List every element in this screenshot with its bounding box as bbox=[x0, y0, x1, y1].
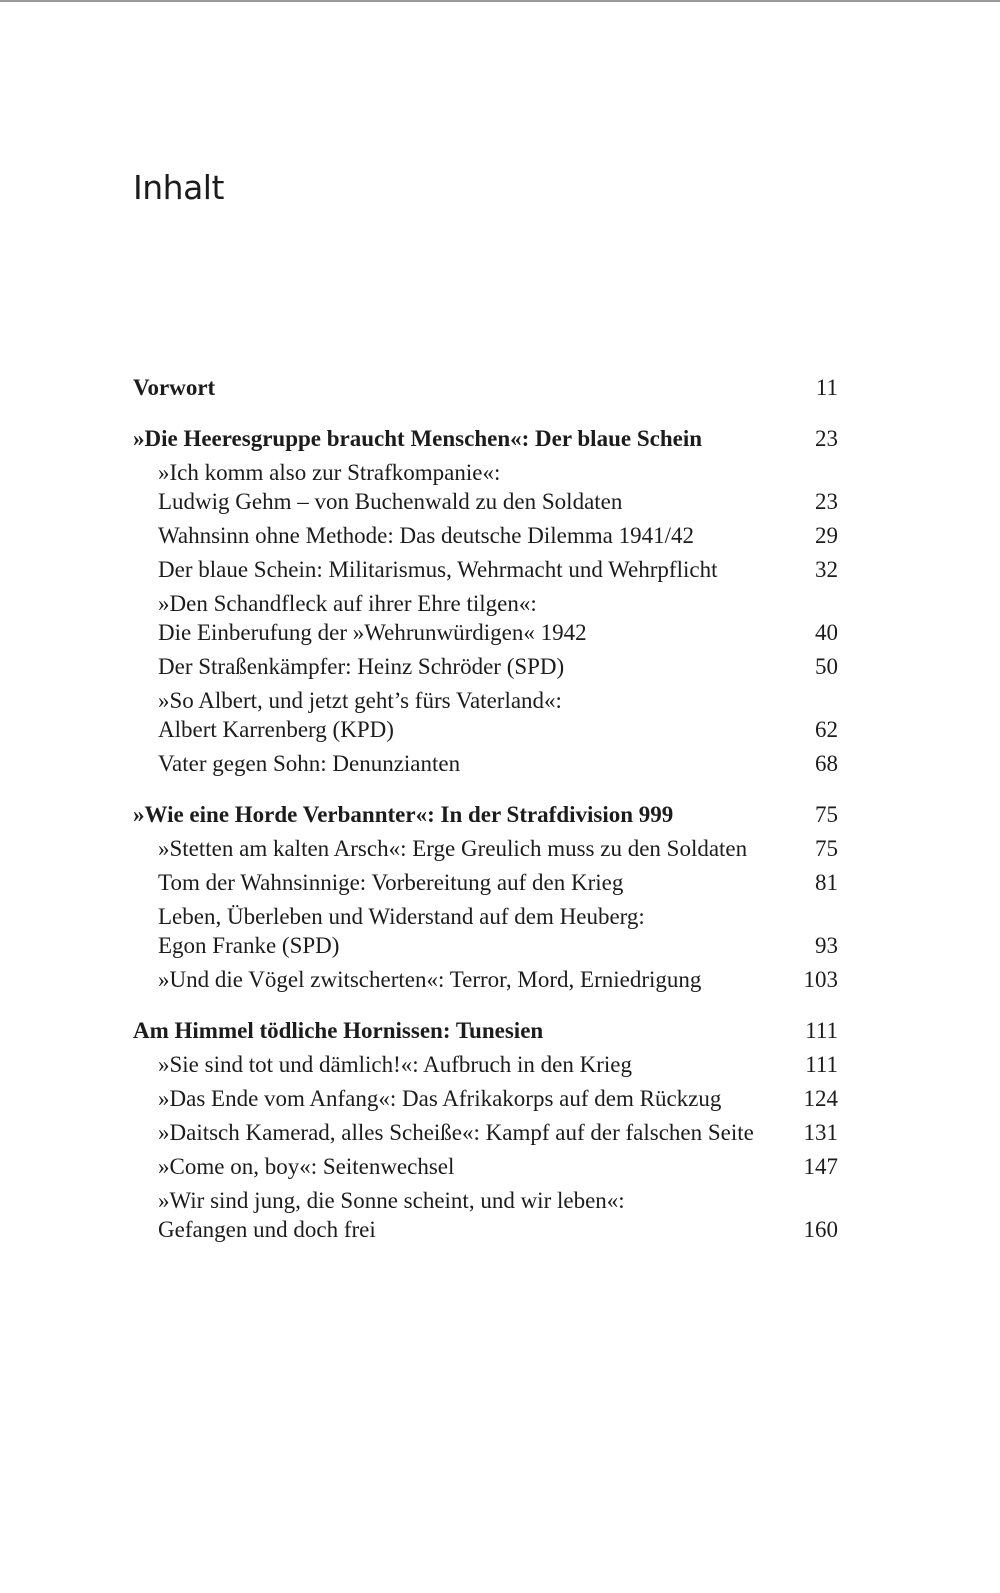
toc-chapter[interactable] bbox=[133, 1016, 838, 1045]
toc-chapter-title: Am Himmel tödliche Hornissen: Tunesien bbox=[133, 1018, 544, 1043]
toc-section bbox=[133, 424, 838, 778]
toc-entry-line: »Ich komm also zur Strafkompanie«: bbox=[158, 460, 501, 485]
toc-entry-title bbox=[158, 589, 587, 647]
toc-entry-title bbox=[158, 1050, 632, 1079]
toc-chapter[interactable] bbox=[133, 373, 838, 402]
toc-entry-line: »Sie sind tot und dämlich!«: Aufbruch in den Krieg bbox=[158, 1052, 632, 1077]
toc-chapter-page: 75 bbox=[815, 802, 838, 827]
toc-entry[interactable] bbox=[133, 1050, 838, 1079]
toc-entry-line: Die Einberufung der »Wehrunwürdigen« 1942 bbox=[158, 620, 587, 645]
toc-entry-page: 111 bbox=[805, 1052, 838, 1077]
toc-entry[interactable] bbox=[133, 868, 838, 897]
toc-entry-title bbox=[158, 1118, 754, 1147]
toc-entry[interactable] bbox=[133, 1084, 838, 1113]
toc-entry[interactable] bbox=[133, 589, 838, 647]
toc-entry-page: 68 bbox=[815, 751, 838, 776]
toc-section bbox=[133, 800, 838, 994]
toc-entry-title bbox=[158, 902, 645, 960]
toc-entry-line: Gefangen und doch frei bbox=[158, 1217, 376, 1242]
toc-entry-line: Vater gegen Sohn: Denunzianten bbox=[158, 751, 461, 776]
toc-entry-page: 81 bbox=[815, 870, 838, 895]
toc-entry-line: »Stetten am kalten Arsch«: Erge Greulich muss zu den Soldaten bbox=[158, 836, 748, 861]
toc-entry-line: »Daitsch Kamerad, alles Scheiße«: Kampf auf der falschen Seite bbox=[158, 1120, 754, 1145]
toc-entry-line: »Das Ende vom Anfang«: Das Afrikakorps auf dem Rückzug bbox=[158, 1086, 722, 1111]
toc-entry-title bbox=[158, 1084, 721, 1113]
toc-entry-title bbox=[158, 749, 460, 778]
toc-entry-line: Der blaue Schein: Militarismus, Wehrmacht und Wehrpflicht bbox=[158, 557, 718, 582]
toc-entry-page: 50 bbox=[815, 654, 838, 679]
top-rule bbox=[0, 0, 1000, 2]
toc-entry[interactable] bbox=[133, 902, 838, 960]
toc-chapter[interactable] bbox=[133, 800, 838, 829]
toc-entry[interactable] bbox=[133, 521, 838, 550]
toc-entry[interactable] bbox=[133, 652, 838, 681]
toc-entry-page: 103 bbox=[803, 967, 838, 992]
toc-entry-title bbox=[158, 555, 717, 584]
toc-entry-line: »Und die Vögel zwitscherten«: Terror, Mord, Erniedrigung bbox=[158, 967, 702, 992]
toc-entry-line: »Wir sind jung, die Sonne scheint, und wir leben«: bbox=[158, 1188, 625, 1213]
toc-entry-title bbox=[158, 834, 747, 863]
toc-entry-page: 23 bbox=[815, 489, 838, 514]
toc-entry[interactable] bbox=[133, 555, 838, 584]
toc-entry-line: Egon Franke (SPD) bbox=[158, 933, 340, 958]
toc-entry-line: Albert Karrenberg (KPD) bbox=[158, 717, 394, 742]
toc-entry-title bbox=[158, 458, 622, 516]
toc-entry-page: 29 bbox=[815, 523, 838, 548]
toc-entry-page: 40 bbox=[815, 620, 838, 645]
toc-entry-line: Tom der Wahnsinnige: Vorbereitung auf den Krieg bbox=[158, 870, 624, 895]
toc-entry[interactable] bbox=[133, 1186, 838, 1244]
toc-entry[interactable] bbox=[133, 458, 838, 516]
toc-entry-title bbox=[158, 965, 701, 994]
toc-chapter[interactable] bbox=[133, 424, 838, 453]
toc-entry-page: 160 bbox=[803, 1217, 838, 1242]
page-title: Inhalt bbox=[133, 168, 224, 207]
toc-entry-title bbox=[158, 868, 623, 897]
toc-chapter-page: 11 bbox=[815, 375, 838, 400]
toc-entry[interactable] bbox=[133, 686, 838, 744]
toc-chapter-page: 111 bbox=[805, 1018, 838, 1043]
toc-entry-line: Wahnsinn ohne Methode: Das deutsche Dilemma 1941/42 bbox=[158, 523, 694, 548]
toc-entry-page: 93 bbox=[815, 933, 838, 958]
toc-entry[interactable] bbox=[133, 1118, 838, 1147]
toc-entry-page: 62 bbox=[815, 717, 838, 742]
toc-section bbox=[133, 1016, 838, 1244]
toc-entry-title bbox=[158, 652, 564, 681]
toc-entry-page: 147 bbox=[803, 1154, 838, 1179]
table-of-contents bbox=[133, 373, 838, 1266]
toc-entry-page: 32 bbox=[815, 557, 838, 582]
toc-chapter-title: Vorwort bbox=[133, 375, 216, 400]
toc-entry[interactable] bbox=[133, 749, 838, 778]
toc-chapter-page: 23 bbox=[815, 426, 838, 451]
toc-entry-line: »Den Schandfleck auf ihrer Ehre tilgen«: bbox=[158, 591, 537, 616]
toc-entry-title bbox=[158, 1186, 625, 1244]
toc-entry[interactable] bbox=[133, 965, 838, 994]
toc-entry-title bbox=[158, 521, 694, 550]
toc-entry-line: Der Straßenkämpfer: Heinz Schröder (SPD) bbox=[158, 654, 565, 679]
toc-entry-page: 75 bbox=[815, 836, 838, 861]
toc-entry-line: Leben, Überleben und Widerstand auf dem Heuberg: bbox=[158, 904, 645, 929]
toc-entry-title bbox=[158, 1152, 454, 1181]
toc-entry-page: 131 bbox=[803, 1120, 838, 1145]
toc-chapter-title: »Die Heeresgruppe braucht Menschen«: Der blaue Schein bbox=[133, 426, 703, 451]
toc-entry[interactable] bbox=[133, 834, 838, 863]
toc-entry-title bbox=[158, 686, 562, 744]
toc-entry-page: 124 bbox=[803, 1086, 838, 1111]
toc-chapter-title: »Wie eine Horde Verbannter«: In der Strafdivision 999 bbox=[133, 802, 674, 827]
toc-entry-line: Ludwig Gehm – von Buchenwald zu den Soldaten bbox=[158, 489, 623, 514]
toc-entry[interactable] bbox=[133, 1152, 838, 1181]
toc-entry-line: »So Albert, und jetzt geht’s fürs Vaterland«: bbox=[158, 688, 562, 713]
toc-section bbox=[133, 373, 838, 402]
toc-entry-line: »Come on, boy«: Seitenwechsel bbox=[158, 1154, 455, 1179]
